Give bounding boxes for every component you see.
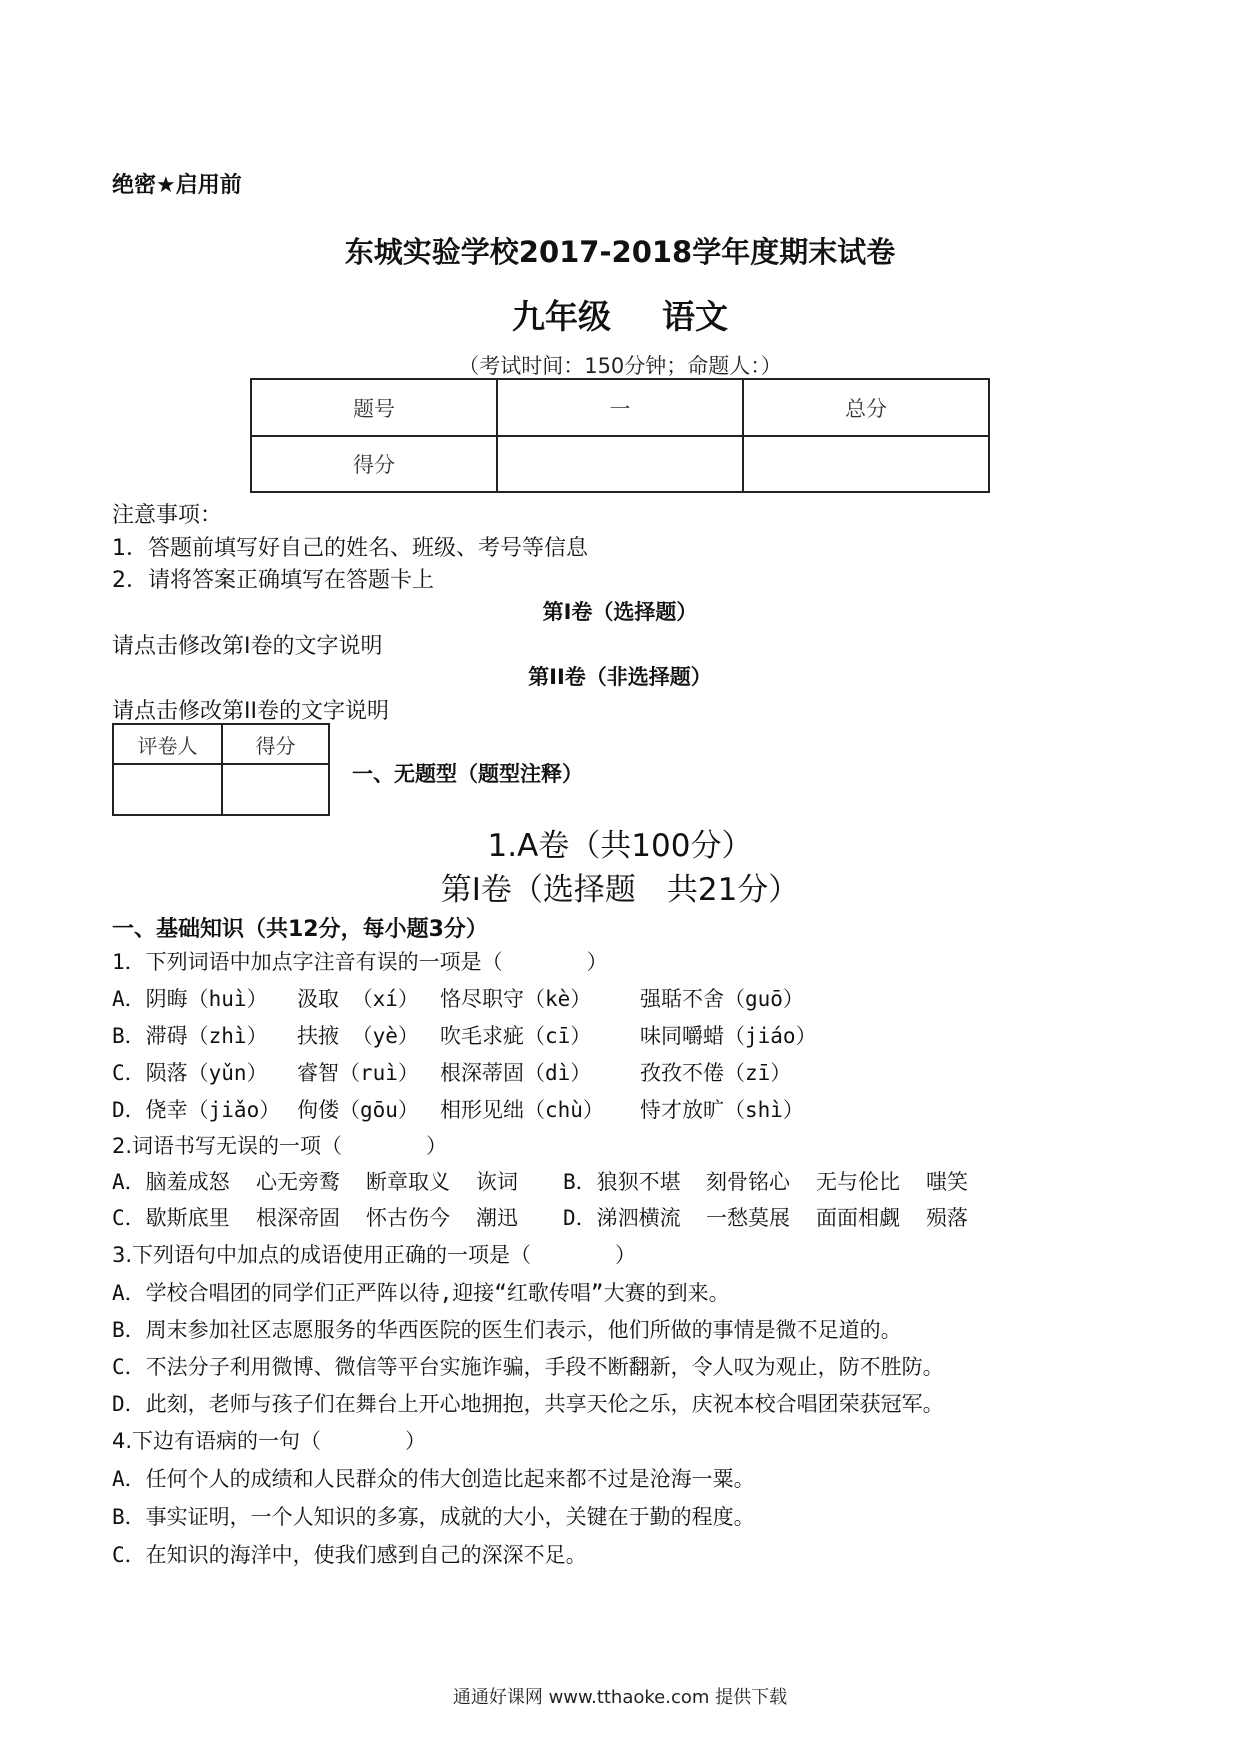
notes-item: 2．请将答案正确填写在答题卡上 <box>112 568 434 593</box>
score-table <box>250 378 990 493</box>
q2-stem: 2.词语书写无误的一项（ ） <box>112 1134 448 1158</box>
grade-label: 九年级 <box>512 297 611 336</box>
q4-stem: 4.下边有语病的一句（ ） <box>112 1429 427 1453</box>
q2-word: 嗤笑 <box>926 1170 968 1194</box>
q2-word: 殒落 <box>926 1206 968 1230</box>
q2-word: C．歇斯底里 <box>112 1206 230 1230</box>
volume1-title: 第I卷（选择题） <box>542 600 698 624</box>
q2-word: 面面相觑 <box>816 1206 900 1230</box>
q1-option-part: 味同嚼蜡（jiáo） <box>640 1024 817 1048</box>
q3-option: C．不法分子利用微博、微信等平台实施诈骗，手段不断翻新，令人叹为观止，防不胜防。 <box>112 1355 944 1379</box>
volume2-title: 第II卷（非选择题） <box>528 665 712 689</box>
q1-option-part: 孜孜不倦（zī） <box>640 1061 792 1085</box>
q2-word: 刻骨铭心 <box>706 1170 790 1194</box>
q1-option-part: 根深蒂固（dì） <box>440 1061 592 1085</box>
score-table-cell: 一 <box>497 379 743 436</box>
grader-header: 得分 <box>222 724 329 764</box>
subject-label: 语文 <box>662 297 728 336</box>
q2-word: A．脑羞成怒 <box>112 1170 230 1194</box>
score-table-cell: 题号 <box>251 379 497 436</box>
score-table-input[interactable] <box>743 436 989 492</box>
q2-word: 断章取义 <box>366 1170 450 1194</box>
q1-option-part: 恪尽职守（kè） <box>440 987 592 1011</box>
q2-word: 潮迅 <box>476 1206 518 1230</box>
q3-option: B．周末参加社区志愿服务的华西医院的医生们表示，他们所做的事情是微不足道的。 <box>112 1318 902 1342</box>
q1-option-part: 吹毛求疵（cī） <box>440 1024 592 1048</box>
q4-option: C．在知识的海洋中，使我们感到自己的深深不足。 <box>112 1543 587 1567</box>
q4-option: B．事实证明，一个人知识的多寡，成就的大小，关键在于勤的程度。 <box>112 1505 755 1529</box>
volume1-desc: 请点击修改第I卷的文字说明 <box>112 634 383 659</box>
score-table-cell: 总分 <box>743 379 989 436</box>
confidential-mark: 绝密★启用前 <box>112 173 242 198</box>
notes-title: 注意事项： <box>112 503 223 528</box>
score-table-input[interactable] <box>497 436 743 492</box>
part-a-title: 1.A卷（共100分） <box>487 828 753 864</box>
q3-option: A．学校合唱团的同学们正严阵以待,迎接“红歌传唱”大赛的到来。 <box>112 1281 730 1305</box>
q1-option-part: 相形见绌（chù） <box>440 1098 604 1122</box>
q4-option: A．任何个人的成绩和人民群众的伟大创造比起来都不过是沧海一粟。 <box>112 1467 755 1491</box>
q1-stem: 1．下列词语中加点字注音有误的一项是（ ） <box>112 950 608 974</box>
exam-title: 东城实验学校2017-2018学年度期末试卷 <box>344 235 896 269</box>
q1-option-part: B．滞碍（zhì） <box>112 1024 268 1048</box>
grader-table <box>112 723 330 816</box>
notes-item: 1．答题前填写好自己的姓名、班级、考号等信息 <box>112 536 588 561</box>
q3-option: D．此刻，老师与孩子们在舞台上开心地拥抱，共享天伦之乐，庆祝本校合唱团荣获冠军。 <box>112 1392 944 1416</box>
section-type: 一、无题型（题型注释） <box>352 762 583 786</box>
footer-credit[interactable]: 通通好课网 www.tthaoke.com 提供下载 <box>452 1687 788 1708</box>
q1-option-part: 佝偻（gōu） <box>297 1098 419 1122</box>
q2-word: 心无旁鹜 <box>256 1170 340 1194</box>
grader-input[interactable] <box>113 764 222 815</box>
exam-info: （考试时间：150分钟；命题人：） <box>458 354 782 378</box>
q1-option-part: 恃才放旷（shì） <box>640 1098 804 1122</box>
q1-option-part: 强聒不舍（guō） <box>640 987 804 1011</box>
grader-input[interactable] <box>222 764 329 815</box>
part-a-subtitle: 第I卷（选择题 共21分） <box>440 872 800 908</box>
score-table-cell: 得分 <box>251 436 497 492</box>
q2-word: 无与伦比 <box>816 1170 900 1194</box>
q3-stem: 3.下列语句中加点的成语使用正确的一项是（ ） <box>112 1243 637 1267</box>
q1-option-part: C．陨落（yǔn） <box>112 1061 268 1085</box>
q2-word: D．涕泗横流 <box>563 1206 681 1230</box>
q2-word: 怀古伤今 <box>366 1206 450 1230</box>
q2-word: 诙词 <box>476 1170 518 1194</box>
q2-word: B．狼狈不堪 <box>563 1170 681 1194</box>
q2-word: 根深帝固 <box>256 1206 340 1230</box>
q1-option-part: 扶掖 （yè） <box>297 1024 419 1048</box>
q2-word: 一愁莫展 <box>706 1206 790 1230</box>
grader-header: 评卷人 <box>113 724 222 764</box>
q1-option-part: D．侥幸（jiǎo） <box>112 1098 281 1122</box>
volume2-desc: 请点击修改第II卷的文字说明 <box>112 699 389 724</box>
q1-option-part: A．阴晦（huì） <box>112 987 268 1011</box>
q1-option-part: 汲取 （xí） <box>297 987 419 1011</box>
basics-title: 一、基础知识（共12分，每小题3分） <box>112 917 488 942</box>
q1-option-part: 睿智（ruì） <box>297 1061 419 1085</box>
